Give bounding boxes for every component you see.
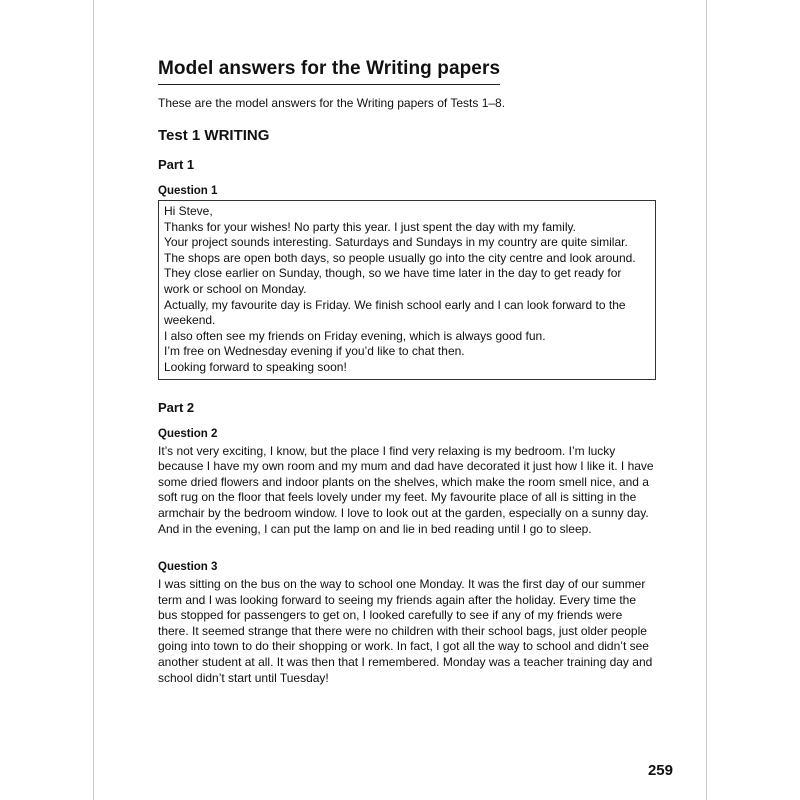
question3-answer: I was sitting on the bus on the way to school one Monday. It was the first day of our summer term and I was looking forward to seeing my friends again after the holiday. Every time the bus stopped for passengers to get on, I looked carefully to see if any of my friends were there. It seemed strange that there were no children with their school bags, just older people going into town to do their shopping or work. In fact, I got all the way to school and didn’t see another student at all. It was then that I remembered. Monday was a teacher training day and school didn’t start until Tuesday! — [158, 577, 653, 685]
answer-line: Your project sounds interesting. Saturdays and Sundays in my country are quite similar. — [164, 235, 628, 250]
page-content — [158, 58, 656, 686]
answer-line: Looking forward to speaking soon! — [164, 359, 347, 374]
question2-label: Question 2 — [158, 427, 218, 440]
test-heading: Test 1 WRITING — [158, 127, 270, 144]
part1-heading: Part 1 — [158, 157, 195, 172]
answer-line: They close earlier on Sunday, though, so we have time later in the day to get ready for — [164, 266, 622, 281]
intro-text: These are the model answers for the Writing papers of Tests 1–8. — [158, 96, 506, 110]
answer-line: The shops are open both days, so people usually go into the city centre and look around. — [164, 250, 636, 265]
page-number: 259 — [647, 762, 673, 779]
answer-line: I’m free on Wednesday evening if you’d like to chat then. — [164, 344, 465, 359]
answer-line: work or school on Monday. — [164, 281, 307, 296]
answer-line: weekend. — [164, 313, 216, 328]
book-page — [94, 0, 706, 800]
question1-label: Question 1 — [158, 185, 218, 197]
question1-answer-box — [158, 200, 656, 380]
answer-line: I also often see my friends on Friday evening, which is always good fun. — [164, 328, 546, 343]
answer-line: Thanks for your wishes! No party this year. I just spent the day with my family. — [164, 219, 576, 234]
question2-answer: It’s not very exciting, I know, but the place I find very relaxing is my bedroom. I’m lucky because I have my own room and my mum and dad have decorated it just how I like it. I have some dried flowers and indoor plants on the shelves, which make the room smell nice, and a soft rug on the floor that feels lovely under my feet. My favourite place of all is sitting in the armchair by the bedroom window. I love to look out at the garden, especially on a sunny day. And in the evening, I can put the lamp on and lie in bed reading until I go to sleep. — [158, 443, 654, 536]
question3-label: Question 3 — [158, 561, 218, 574]
answer-line: Actually, my favourite day is Friday. We finish school early and I can look forward to the — [164, 297, 626, 312]
part2-heading: Part 2 — [158, 399, 195, 415]
page-title: Model answers for the Writing papers — [158, 58, 500, 85]
answer-line: Hi Steve, — [164, 204, 213, 218]
